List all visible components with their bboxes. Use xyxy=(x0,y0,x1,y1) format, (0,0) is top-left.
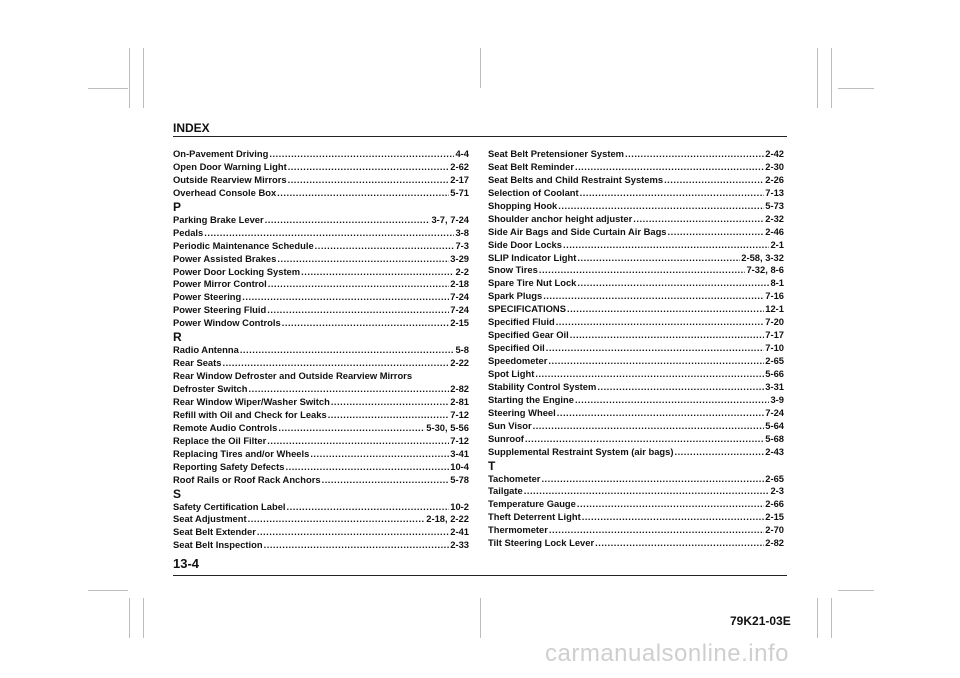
dot-leader xyxy=(267,435,449,448)
dot-leader xyxy=(277,187,449,200)
index-entry-page: 7-16 xyxy=(765,290,784,302)
index-entry-label: Refill with Oil and Check for Leaks xyxy=(173,408,327,420)
crop-mark xyxy=(88,88,128,89)
index-entry-label: Defroster Switch xyxy=(173,383,248,394)
dot-leader xyxy=(577,277,769,290)
index-entry-page: 10-2 xyxy=(450,500,469,512)
index-entry-label: Snow Tires xyxy=(488,264,538,276)
index-entry-page: 2-65 xyxy=(765,355,784,366)
index-entry-page: 2-46 xyxy=(765,225,784,237)
dot-leader xyxy=(315,240,455,253)
index-entry-label: Specified Oil xyxy=(488,342,545,354)
index-entry-label: Rear Window Wiper/Washer Switch xyxy=(173,395,330,407)
index-entry xyxy=(173,461,469,474)
dot-leader xyxy=(269,148,454,161)
index-entry-label: Shoulder anchor height adjuster xyxy=(488,212,633,224)
dot-leader xyxy=(577,252,740,265)
index-entry-page: 2-17 xyxy=(450,173,469,185)
dot-leader xyxy=(331,396,449,409)
crop-mark xyxy=(838,88,874,89)
dot-leader xyxy=(288,174,450,187)
index-entry xyxy=(173,174,469,187)
index-entry-page: 2-81 xyxy=(450,395,469,407)
index-entry-page: 5-8 xyxy=(455,344,469,356)
index-entry xyxy=(488,239,784,252)
dot-leader xyxy=(240,344,455,357)
index-entry xyxy=(488,148,784,161)
dot-leader xyxy=(557,407,765,420)
index-entry xyxy=(488,498,784,511)
index-entry-label: Spark Plugs xyxy=(488,290,543,302)
dot-leader xyxy=(563,239,769,252)
index-entry-page: 3-8 xyxy=(455,226,469,238)
index-entry-label: On-Pavement Driving xyxy=(173,148,269,159)
index-entry-page: 7-13 xyxy=(765,186,784,198)
crop-mark xyxy=(831,598,832,638)
dot-leader xyxy=(282,317,450,330)
index-entry-page: 5-68 xyxy=(765,432,784,444)
index-entry-label: Outside Rearview Mirrors xyxy=(173,173,287,185)
index-entry xyxy=(488,316,784,329)
index-entry-page: 2-2 xyxy=(455,265,469,277)
dot-leader xyxy=(595,537,764,550)
dot-leader xyxy=(287,501,450,514)
index-entry-label: Spot Light xyxy=(488,367,535,379)
index-entry-label: Seat Belt Pretensioner System xyxy=(488,148,624,159)
dot-leader xyxy=(633,213,764,226)
index-entry xyxy=(173,187,469,200)
index-entry-label: Replace the Oil Filter xyxy=(173,434,267,446)
index-entry xyxy=(488,407,784,420)
index-entry-page: 5-64 xyxy=(765,419,784,431)
dot-leader xyxy=(322,474,450,487)
index-entry xyxy=(173,214,469,227)
index-entry-page: 2-15 xyxy=(765,511,784,523)
index-entry xyxy=(173,513,469,526)
index-entry-page: 2-22 xyxy=(450,357,469,369)
dot-leader xyxy=(222,357,449,370)
index-entry-label: Safety Certification Label xyxy=(173,500,286,512)
dot-leader xyxy=(204,227,454,240)
index-entry-label: Periodic Maintenance Schedule xyxy=(173,239,314,251)
index-entry-page: 5-30, 5-56 xyxy=(426,421,469,433)
crop-mark xyxy=(817,598,818,638)
index-entry-page: 2-1 xyxy=(770,238,784,250)
index-entry-page: 4-4 xyxy=(455,148,469,159)
watermark: carmanualsonline.info xyxy=(545,640,789,667)
index-entry xyxy=(173,474,469,487)
index-entry-label: Sunroof xyxy=(488,432,524,444)
crop-mark xyxy=(480,598,481,638)
index-entry xyxy=(173,409,469,422)
dot-leader xyxy=(524,485,770,498)
dot-leader xyxy=(549,524,764,537)
index-entry-label: Rear Seats xyxy=(173,357,222,369)
index-entry-label: Power Steering xyxy=(173,291,242,303)
index-entry xyxy=(173,357,469,370)
index-entry xyxy=(488,446,784,459)
index-entry-label: Power Steering Fluid xyxy=(173,304,267,316)
dot-leader xyxy=(535,368,764,381)
dot-leader xyxy=(277,253,449,266)
index-entry-page: 7-12 xyxy=(450,408,469,420)
index-entry xyxy=(173,278,469,291)
index-entry-label: Tachometer xyxy=(488,472,541,484)
index-entry-page: 2-70 xyxy=(765,524,784,536)
index-entry-page: 10-4 xyxy=(450,460,469,472)
index-entry xyxy=(488,174,784,187)
index-entry-label: Steering Wheel xyxy=(488,406,556,418)
index-entry-label: SLIP Indicator Light xyxy=(488,251,577,263)
crop-mark xyxy=(838,590,874,591)
index-column-left xyxy=(173,148,469,552)
index-entry-page: 2-15 xyxy=(450,317,469,329)
index-entry-page: 2-43 xyxy=(765,445,784,457)
index-entry-label: Power Mirror Control xyxy=(173,278,267,290)
index-entry xyxy=(488,485,784,498)
index-entry-page: 2-32 xyxy=(765,212,784,224)
document-code: 79K21-03E xyxy=(730,614,791,628)
dot-leader xyxy=(548,355,764,368)
crop-mark xyxy=(143,48,144,108)
index-entry-page: 5-73 xyxy=(765,199,784,211)
index-entry xyxy=(488,433,784,446)
dot-leader xyxy=(546,342,764,355)
index-entry-label: Stability Control System xyxy=(488,380,597,392)
header-rule xyxy=(173,136,787,137)
index-entry-page: 7-10 xyxy=(765,342,784,354)
dot-leader xyxy=(278,422,425,435)
index-entry-page: 2-26 xyxy=(765,173,784,185)
index-entry xyxy=(173,526,469,539)
index-entry xyxy=(173,539,469,552)
dot-leader xyxy=(310,448,449,461)
dot-leader xyxy=(268,278,449,291)
index-entry xyxy=(488,264,784,277)
index-entry-label: Power Window Controls xyxy=(173,317,281,329)
index-entry xyxy=(173,291,469,304)
index-entry-label: Remote Audio Controls xyxy=(173,421,278,433)
index-entry-label: Seat Adjustment xyxy=(173,513,247,525)
index-entry xyxy=(488,368,784,381)
index-entry-page: 2-30 xyxy=(765,160,784,172)
index-entry-label: Pedals xyxy=(173,226,204,238)
index-entry-page: 2-33 xyxy=(450,539,469,551)
crop-mark xyxy=(88,590,128,591)
crop-mark xyxy=(129,598,130,638)
page-title: INDEX xyxy=(173,121,210,135)
index-entry-page: 3-41 xyxy=(450,447,469,459)
dot-leader xyxy=(668,226,765,239)
index-entry-page: 7-24 xyxy=(765,406,784,418)
index-entry-label: Open Door Warning Light xyxy=(173,160,287,172)
index-entry-page: 3-29 xyxy=(450,252,469,264)
index-entry-label: Sun Visor xyxy=(488,419,532,431)
dot-leader xyxy=(248,513,426,526)
index-entry-page: 2-82 xyxy=(450,383,469,394)
dot-leader xyxy=(567,303,764,316)
index-entry xyxy=(488,290,784,303)
index-entry-label: Speedometer xyxy=(488,355,548,366)
index-entry-label: Starting the Engine xyxy=(488,393,574,405)
index-entry-label: Tilt Steering Lock Lever xyxy=(488,537,595,549)
index-entry xyxy=(488,524,784,537)
index-entry-label: Specified Fluid xyxy=(488,316,555,328)
index-entry xyxy=(173,422,469,435)
index-entry-page: 2-18 xyxy=(450,278,469,290)
index-entry-label: Seat Belt Extender xyxy=(173,526,256,538)
index-entry xyxy=(173,317,469,330)
index-entry-page: 3-31 xyxy=(765,380,784,392)
index-entry-label: Theft Deterrent Light xyxy=(488,511,581,523)
crop-mark xyxy=(143,598,144,638)
index-entry xyxy=(173,448,469,461)
index-entry-page: 7-17 xyxy=(765,329,784,341)
index-entry xyxy=(173,304,469,317)
index-entry-label: Seat Belt Inspection xyxy=(173,539,263,551)
dot-leader xyxy=(575,161,764,174)
index-entry-page: 7-3 xyxy=(455,239,469,251)
index-entry-page: 5-66 xyxy=(765,367,784,379)
index-entry-label: Overhead Console Box xyxy=(173,186,277,198)
index-entry-page: 2-3 xyxy=(770,485,784,497)
index-entry xyxy=(488,226,784,239)
crop-mark xyxy=(129,48,130,108)
dot-leader xyxy=(664,174,764,187)
index-entry-page: 2-42 xyxy=(765,148,784,159)
dot-leader xyxy=(539,264,746,277)
index-entry-label: Side Door Locks xyxy=(488,238,562,250)
index-column-right xyxy=(488,148,784,550)
index-entry xyxy=(488,187,784,200)
index-entry xyxy=(488,537,784,550)
index-entry-label: Replacing Tires and/or Wheels xyxy=(173,447,310,459)
dot-leader xyxy=(242,291,449,304)
index-entry-page: 7-20 xyxy=(765,316,784,328)
index-entry-page: 7-24 xyxy=(450,291,469,303)
index-entry-page: 8-1 xyxy=(770,277,784,289)
index-entry-label: Tailgate xyxy=(488,485,523,497)
index-entry xyxy=(488,394,784,407)
dot-leader xyxy=(577,498,764,511)
index-entry-page: 7-12 xyxy=(450,434,469,446)
dot-leader xyxy=(556,316,765,329)
index-entry-page: 7-24 xyxy=(450,304,469,316)
index-entry-page: 7-32, 8-6 xyxy=(746,264,784,276)
index-entry xyxy=(488,381,784,394)
index-entry xyxy=(173,253,469,266)
index-entry xyxy=(488,200,784,213)
index-entry xyxy=(173,161,469,174)
index-entry-label: Selection of Coolant xyxy=(488,186,579,198)
section-letter: R xyxy=(173,330,182,345)
section-letter: T xyxy=(488,458,496,473)
index-entry-page: 3-9 xyxy=(770,393,784,405)
index-entry-label: Thermometer xyxy=(488,524,548,536)
index-entry-page: 2-62 xyxy=(450,160,469,172)
index-entry xyxy=(488,355,784,368)
dot-leader xyxy=(558,200,764,213)
index-entry xyxy=(488,473,784,486)
index-entry-label: Shopping Hook xyxy=(488,199,558,211)
index-entry-page: 12-1 xyxy=(765,303,784,315)
index-entry-page: 2-41 xyxy=(450,526,469,538)
index-entry-label: Power Door Locking System xyxy=(173,265,301,277)
crop-mark xyxy=(480,48,481,88)
index-entry xyxy=(488,342,784,355)
dot-leader xyxy=(582,511,765,524)
section-letter: P xyxy=(173,199,182,214)
dot-leader xyxy=(597,381,764,394)
index-entry xyxy=(488,420,784,433)
dot-leader xyxy=(525,433,764,446)
index-entry xyxy=(488,303,784,316)
index-entry-label: Power Assisted Brakes xyxy=(173,252,277,264)
index-entry-label: Seat Belts and Child Restraint Systems xyxy=(488,173,664,185)
index-entry-label: Supplemental Restraint System (air bags) xyxy=(488,445,674,457)
dot-leader xyxy=(541,473,764,486)
index-entry xyxy=(173,240,469,253)
index-entry-page: 3-7, 7-24 xyxy=(431,213,469,225)
index-entry-label: Roof Rails or Roof Rack Anchors xyxy=(173,473,321,485)
dot-leader xyxy=(301,266,454,279)
index-entry-text: Rear Window Defroster and Outside Rearview Mirrors xyxy=(173,370,413,382)
dot-leader xyxy=(575,394,769,407)
index-entry xyxy=(488,511,784,524)
index-entry-page: 2-18, 2-22 xyxy=(426,513,469,525)
footer-rule xyxy=(173,575,787,576)
index-entry-label: Seat Belt Reminder xyxy=(488,160,574,172)
index-entry xyxy=(173,266,469,279)
dot-leader xyxy=(265,214,431,227)
crop-mark xyxy=(817,48,818,108)
dot-leader xyxy=(674,446,764,459)
index-entry-page: 5-71 xyxy=(450,186,469,198)
index-entry-page: 2-82 xyxy=(765,537,784,549)
index-entry-label: Specified Gear Oil xyxy=(488,329,569,341)
dot-leader xyxy=(264,539,450,552)
dot-leader xyxy=(543,290,764,303)
index-entry-label: Temperature Gauge xyxy=(488,498,576,510)
index-entry-label: Side Air Bags and Side Curtain Air Bags xyxy=(488,225,667,237)
index-entry-page: 2-65 xyxy=(765,472,784,484)
index-entry xyxy=(488,277,784,290)
dot-leader xyxy=(570,329,764,342)
index-entry xyxy=(488,329,784,342)
index-entry xyxy=(173,148,469,161)
index-entry-page: 2-58, 3-32 xyxy=(741,251,784,263)
dot-leader xyxy=(533,420,765,433)
index-entry-label: SPECIFICATIONS xyxy=(488,303,566,315)
index-entry-label: Parking Brake Lever xyxy=(173,213,264,225)
crop-mark xyxy=(831,48,832,108)
index-entry-label: Radio Antenna xyxy=(173,344,239,356)
index-entry-label: Spare Tire Nut Lock xyxy=(488,277,577,289)
index-entry-label: Reporting Safety Defects xyxy=(173,460,285,472)
index-entry xyxy=(173,344,469,357)
index-entry xyxy=(173,227,469,240)
dot-leader xyxy=(288,161,450,174)
index-entry xyxy=(173,383,469,396)
index-entry-page: 2-66 xyxy=(765,498,784,510)
index-entry xyxy=(173,396,469,409)
index-entry xyxy=(173,435,469,448)
index-entry xyxy=(488,213,784,226)
dot-leader xyxy=(328,409,450,422)
index-entry xyxy=(173,501,469,514)
section-letter: S xyxy=(173,486,182,501)
dot-leader xyxy=(580,187,765,200)
dot-leader xyxy=(285,461,449,474)
dot-leader xyxy=(257,526,449,539)
index-entry-page: 5-78 xyxy=(450,473,469,485)
dot-leader xyxy=(267,304,449,317)
index-entry xyxy=(488,161,784,174)
index-entry xyxy=(488,252,784,265)
dot-leader xyxy=(249,383,450,396)
dot-leader xyxy=(625,148,764,161)
page-number: 13-4 xyxy=(173,556,200,571)
